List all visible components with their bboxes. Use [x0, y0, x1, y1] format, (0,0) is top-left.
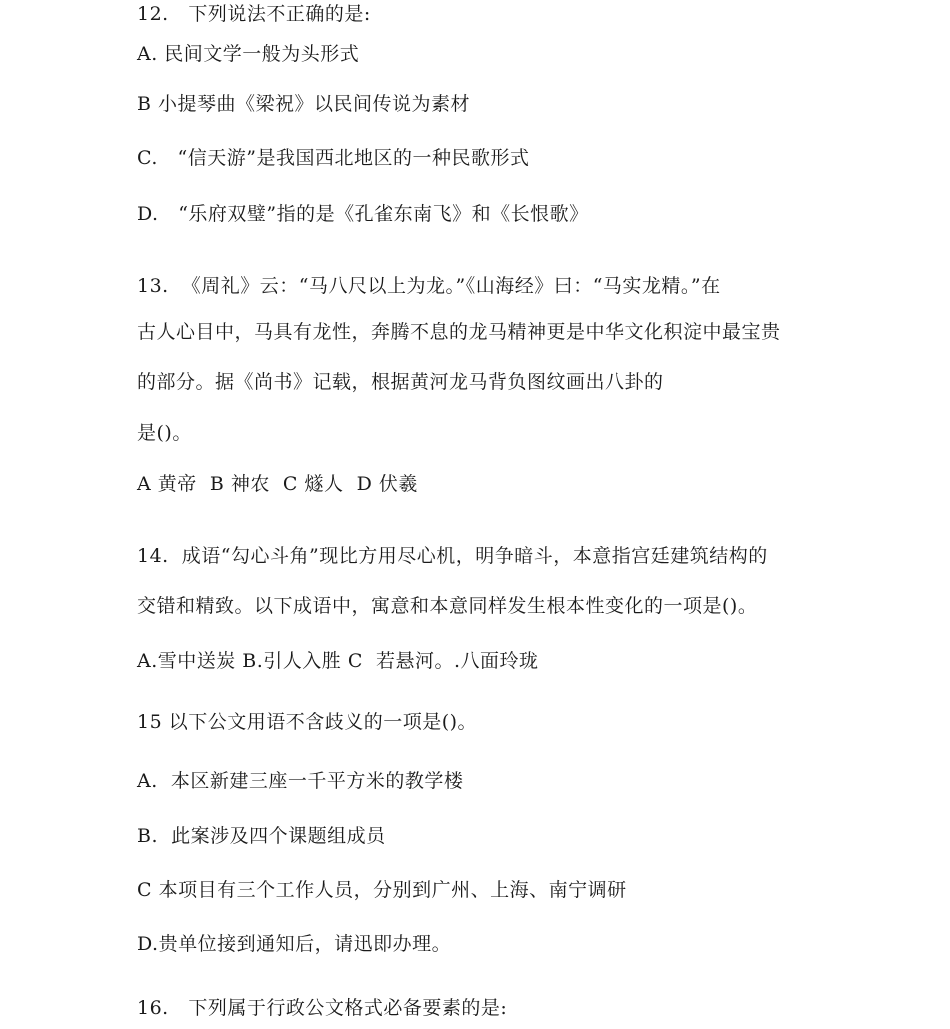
- question-15-option-a: A. 本区新建三座一千平方米的教学楼: [137, 770, 464, 792]
- question-15-stem: 15 以下公文用语不含歧义的一项是()。: [137, 711, 478, 733]
- question-14-stem-line-1: 14. 成语“勾心斗角”现比方用尽心机，明争暗斗，本意指宫廷建筑结构的: [137, 545, 768, 567]
- question-14-stem-line-2: 交错和精致。以下成语中，寓意和本意同样发生根本性变化的一项是()。: [137, 595, 758, 617]
- question-12-option-d: D. “乐府双璧”指的是《孔雀东南飞》和《长恨歌》: [137, 203, 589, 225]
- question-12-option-c: C. “信天游”是我国西北地区的一种民歌形式: [137, 147, 530, 169]
- question-12-stem: 12. 下列说法不正确的是:: [137, 3, 371, 25]
- question-13-stem-line-4: 是()。: [137, 422, 192, 444]
- question-15-option-d: D.贵单位接到通知后，请迅即办理。: [137, 933, 452, 955]
- question-13-stem-line-2: 古人心目中，马具有龙性，奔腾不息的龙马精神更是中华文化积淀中最宝贵: [137, 321, 781, 343]
- question-15-option-b: B. 此案涉及四个课题组成员: [137, 825, 386, 847]
- question-16-stem: 16. 下列属于行政公文格式必备要素的是:: [137, 997, 508, 1019]
- question-13-stem-line-3: 的部分。据《尚书》记载，根据黄河龙马背负图纹画出八卦的: [137, 371, 664, 393]
- question-13-options: A 黄帝 B 神农 C 燧人 D 伏羲: [137, 473, 418, 495]
- question-12-option-b: B 小提琴曲《梁祝》以民间传说为素材: [137, 93, 471, 115]
- question-15-option-c: C 本项目有三个工作人员，分别到广州、上海、南宁调研: [137, 879, 627, 901]
- question-12-option-a: A. 民间文学一般为头形式: [137, 43, 360, 65]
- question-14-options: A.雪中送炭 B.引人入胜 C 若悬河。.八面玲珑: [137, 650, 539, 672]
- question-13-stem-line-1: 13. 《周礼》云：“马八尺以上为龙。”《山海经》曰：“马实龙精。”在: [137, 275, 721, 297]
